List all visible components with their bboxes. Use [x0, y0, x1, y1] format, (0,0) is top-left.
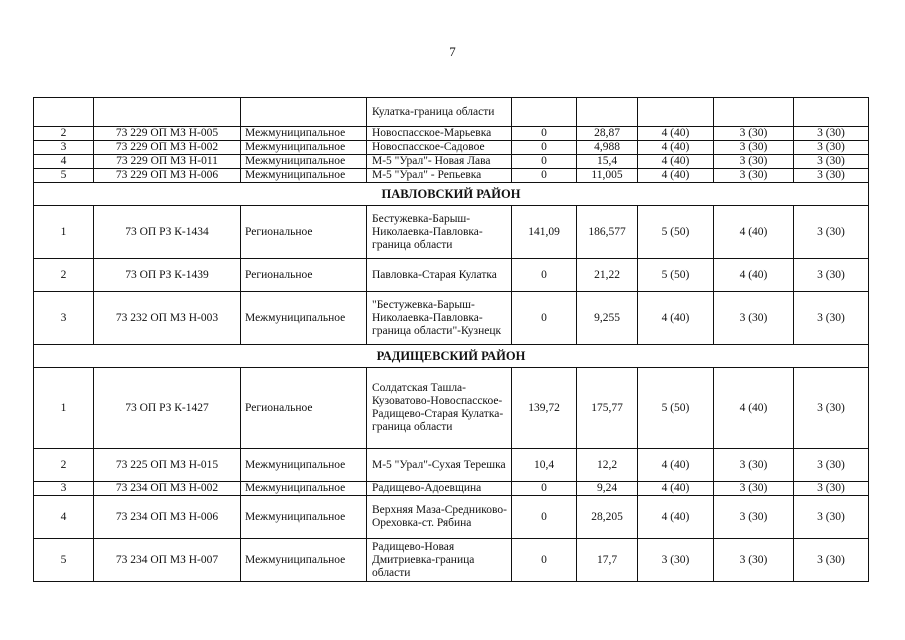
cell-start-km: 10,4	[512, 449, 577, 482]
cell-significance: Межмуниципальное	[241, 155, 367, 169]
cell-number: 4	[34, 155, 94, 169]
cell-road-name: М-5 "Урал"- Новая Лава	[367, 155, 512, 169]
cell-number: 2	[34, 127, 94, 141]
cell-road-name: М-5 "Урал"-Сухая Терешка	[367, 449, 512, 482]
cell-class-2: 3 (30)	[714, 169, 794, 183]
cell-class-1: 4 (40)	[638, 449, 714, 482]
table-row	[34, 98, 869, 127]
cell-class-3: 3 (30)	[794, 368, 869, 449]
cell-class-2: 3 (30)	[714, 141, 794, 155]
cell-class-2: 3 (30)	[714, 449, 794, 482]
table-row	[34, 292, 869, 345]
cell-start-km: 0	[512, 169, 577, 183]
cell-number: 5	[34, 539, 94, 582]
cell-road-name: Павловка-Старая Кулатка	[367, 259, 512, 292]
cell-end-km: 12,2	[577, 449, 638, 482]
table-row	[34, 539, 869, 582]
table-row	[34, 155, 869, 169]
cell-significance: Межмуниципальное	[241, 141, 367, 155]
table-row	[34, 368, 869, 449]
cell-class-3	[794, 98, 869, 127]
cell-class-2: 3 (30)	[714, 127, 794, 141]
cell-end-km: 9,255	[577, 292, 638, 345]
cell-end-km	[577, 98, 638, 127]
district-heading-row	[34, 183, 869, 206]
cell-start-km: 141,09	[512, 206, 577, 259]
cell-significance: Межмуниципальное	[241, 482, 367, 496]
cell-road-code: 73 ОП РЗ К-1427	[94, 368, 241, 449]
cell-number: 2	[34, 449, 94, 482]
cell-class-1: 3 (30)	[638, 539, 714, 582]
cell-road-code: 73 229 ОП МЗ Н-002	[94, 141, 241, 155]
table-row	[34, 482, 869, 496]
cell-significance: Региональное	[241, 206, 367, 259]
cell-end-km: 4,988	[577, 141, 638, 155]
cell-start-km: 0	[512, 292, 577, 345]
cell-class-3: 3 (30)	[794, 169, 869, 183]
table-row	[34, 127, 869, 141]
cell-road-name: Бестужевка-Барыш-Николаевка-Павловка-граница области	[367, 206, 512, 259]
cell-start-km: 0	[512, 155, 577, 169]
cell-class-3: 3 (30)	[794, 449, 869, 482]
cell-road-name: Новоспасское-Марьевка	[367, 127, 512, 141]
cell-road-name: М-5 "Урал" - Репьевка	[367, 169, 512, 183]
cell-start-km: 139,72	[512, 368, 577, 449]
cell-road-code: 73 229 ОП МЗ Н-005	[94, 127, 241, 141]
cell-end-km: 15,4	[577, 155, 638, 169]
cell-road-code: 73 ОП РЗ К-1439	[94, 259, 241, 292]
cell-significance: Межмуниципальное	[241, 496, 367, 539]
cell-number: 3	[34, 482, 94, 496]
cell-class-3: 3 (30)	[794, 206, 869, 259]
cell-class-3: 3 (30)	[794, 496, 869, 539]
cell-road-code: 73 229 ОП МЗ Н-006	[94, 169, 241, 183]
cell-class-1: 4 (40)	[638, 496, 714, 539]
cell-road-code: 73 234 ОП МЗ Н-006	[94, 496, 241, 539]
cell-significance: Межмуниципальное	[241, 292, 367, 345]
table-row	[34, 496, 869, 539]
cell-road-code: 73 234 ОП МЗ Н-007	[94, 539, 241, 582]
cell-start-km	[512, 98, 577, 127]
cell-class-1: 4 (40)	[638, 169, 714, 183]
cell-class-1	[638, 98, 714, 127]
cell-road-code: 73 ОП РЗ К-1434	[94, 206, 241, 259]
cell-significance	[241, 98, 367, 127]
cell-end-km: 21,22	[577, 259, 638, 292]
cell-road-code: 73 234 ОП МЗ Н-002	[94, 482, 241, 496]
cell-road-code: 73 229 ОП МЗ Н-011	[94, 155, 241, 169]
cell-significance: Межмуниципальное	[241, 127, 367, 141]
cell-number	[34, 98, 94, 127]
cell-class-3: 3 (30)	[794, 141, 869, 155]
cell-significance: Межмуниципальное	[241, 169, 367, 183]
cell-number: 3	[34, 292, 94, 345]
cell-start-km: 0	[512, 539, 577, 582]
cell-class-1: 5 (50)	[638, 259, 714, 292]
table-row	[34, 259, 869, 292]
cell-class-2: 3 (30)	[714, 482, 794, 496]
table-row	[34, 169, 869, 183]
cell-number: 5	[34, 169, 94, 183]
cell-class-2: 3 (30)	[714, 155, 794, 169]
cell-road-code: 73 232 ОП МЗ Н-003	[94, 292, 241, 345]
table-row	[34, 141, 869, 155]
cell-start-km: 0	[512, 482, 577, 496]
table-row	[34, 449, 869, 482]
cell-road-code	[94, 98, 241, 127]
cell-class-2	[714, 98, 794, 127]
cell-end-km: 28,205	[577, 496, 638, 539]
cell-end-km: 9,24	[577, 482, 638, 496]
cell-significance: Региональное	[241, 368, 367, 449]
cell-number: 1	[34, 206, 94, 259]
cell-class-3: 3 (30)	[794, 259, 869, 292]
cell-class-2: 3 (30)	[714, 496, 794, 539]
cell-class-3: 3 (30)	[794, 539, 869, 582]
cell-number: 2	[34, 259, 94, 292]
cell-end-km: 175,77	[577, 368, 638, 449]
cell-number: 4	[34, 496, 94, 539]
cell-number: 1	[34, 368, 94, 449]
cell-road-name: Новоспасское-Садовое	[367, 141, 512, 155]
cell-end-km: 11,005	[577, 169, 638, 183]
cell-end-km: 17,7	[577, 539, 638, 582]
page-number: 7	[449, 44, 456, 59]
cell-class-3: 3 (30)	[794, 155, 869, 169]
cell-class-2: 4 (40)	[714, 259, 794, 292]
cell-significance: Межмуниципальное	[241, 449, 367, 482]
cell-number: 3	[34, 141, 94, 155]
cell-class-1: 4 (40)	[638, 155, 714, 169]
cell-class-2: 4 (40)	[714, 206, 794, 259]
cell-class-1: 4 (40)	[638, 141, 714, 155]
cell-end-km: 28,87	[577, 127, 638, 141]
cell-road-name: "Бестужевка-Барыш-Николаевка-Павловка-граница области"-Кузнецк	[367, 292, 512, 345]
cell-class-1: 5 (50)	[638, 368, 714, 449]
cell-significance: Региональное	[241, 259, 367, 292]
table-row	[34, 206, 869, 259]
cell-class-1: 4 (40)	[638, 482, 714, 496]
cell-road-name: Кулатка-граница области	[367, 98, 512, 127]
cell-road-name: Радищево-Новая Дмитриевка-граница области	[367, 539, 512, 582]
cell-start-km: 0	[512, 127, 577, 141]
cell-class-3: 3 (30)	[794, 127, 869, 141]
cell-road-name: Солдатская Ташла-Кузоватово-Новоспасское-Радищево-Старая Кулатка-граница области	[367, 368, 512, 449]
district-heading-row	[34, 345, 869, 368]
cell-road-code: 73 225 ОП МЗ Н-015	[94, 449, 241, 482]
district-heading: ПАВЛОВСКИЙ РАЙОН	[34, 183, 869, 206]
cell-road-name: Радищево-Адоевщина	[367, 482, 512, 496]
cell-class-1: 4 (40)	[638, 127, 714, 141]
cell-road-name: Верхняя Маза-Средниково-Ореховка-ст. Рябина	[367, 496, 512, 539]
cell-end-km: 186,577	[577, 206, 638, 259]
district-heading: РАДИЩЕВСКИЙ РАЙОН	[34, 345, 869, 368]
cell-start-km: 0	[512, 141, 577, 155]
cell-class-3: 3 (30)	[794, 292, 869, 345]
cell-start-km: 0	[512, 259, 577, 292]
cell-class-3: 3 (30)	[794, 482, 869, 496]
cell-class-2: 4 (40)	[714, 368, 794, 449]
roads-table	[33, 97, 869, 582]
cell-significance: Межмуниципальное	[241, 539, 367, 582]
cell-class-2: 3 (30)	[714, 292, 794, 345]
cell-start-km: 0	[512, 496, 577, 539]
cell-class-2: 3 (30)	[714, 539, 794, 582]
cell-class-1: 5 (50)	[638, 206, 714, 259]
cell-class-1: 4 (40)	[638, 292, 714, 345]
